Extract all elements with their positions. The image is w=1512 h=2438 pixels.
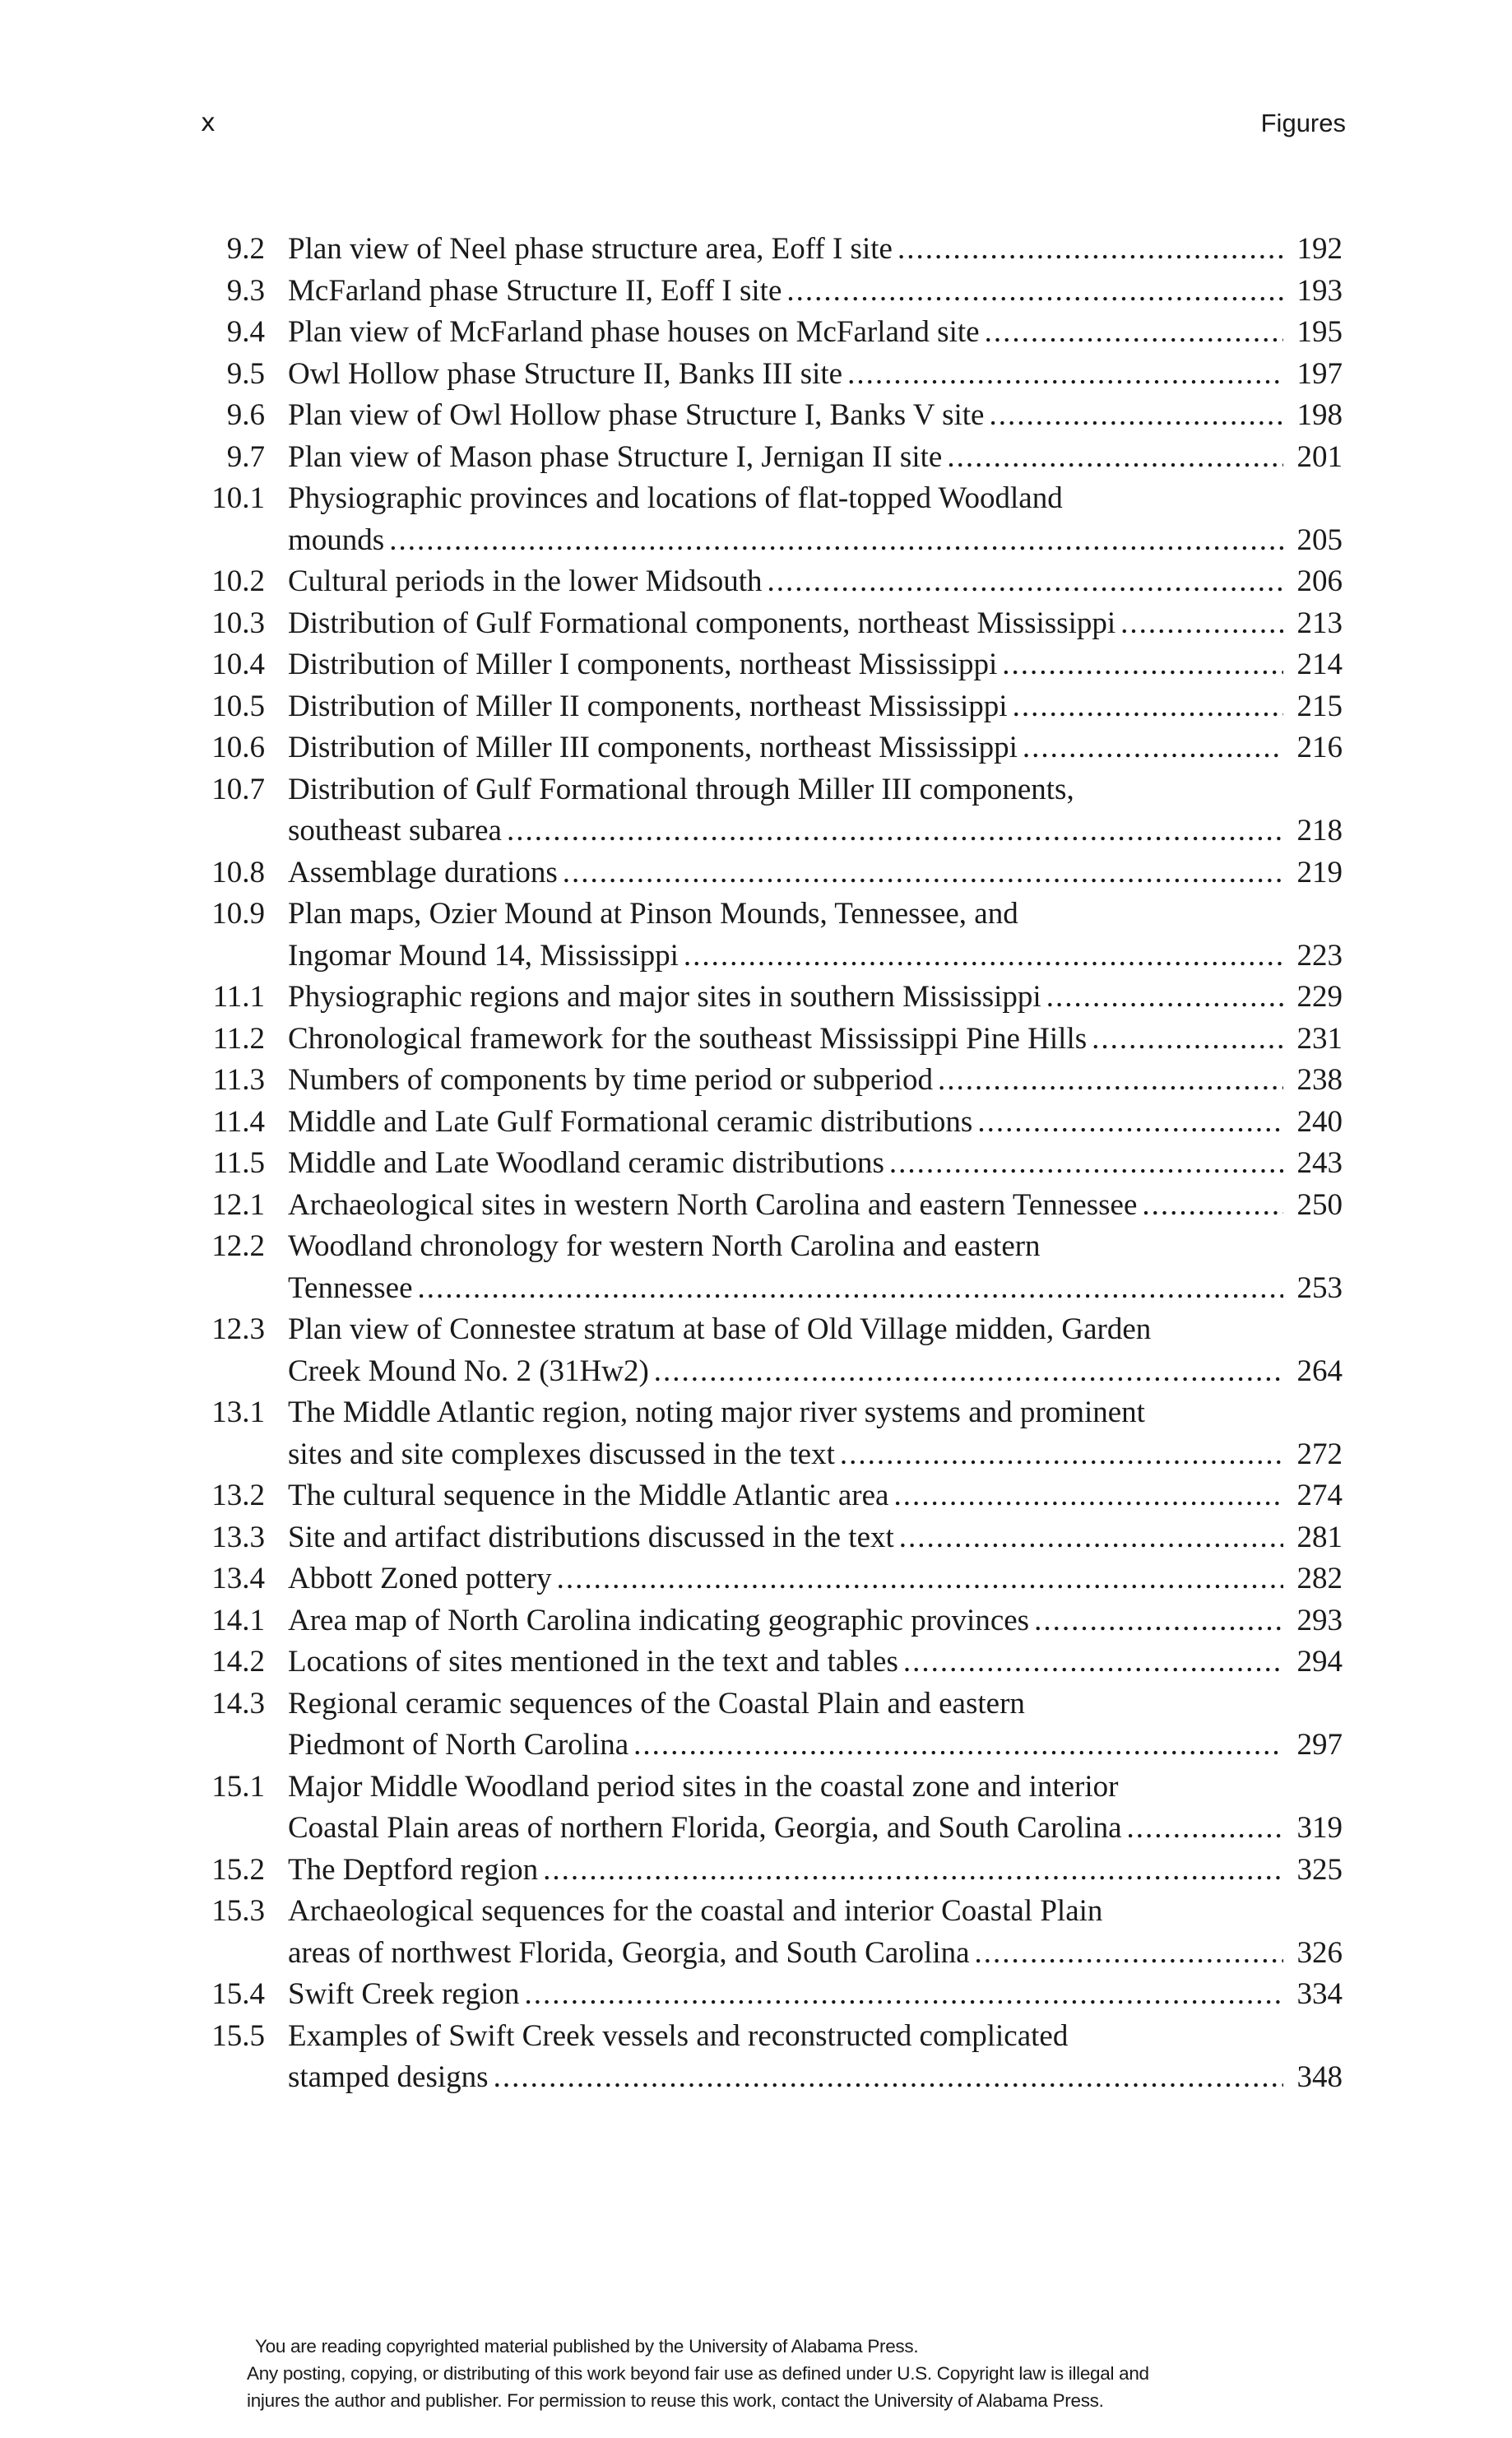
figure-entry [183, 1891, 1343, 1974]
dot-leader [985, 312, 1283, 354]
figure-entry [183, 1683, 1343, 1767]
dot-leader [684, 936, 1283, 978]
figure-title-line: Ingomar Mound 14, Mississippi [288, 938, 679, 973]
figure-number: 12.1 [211, 1187, 265, 1222]
figure-title-line: Plan view of Connestee stratum at base of Old Village midden, Garden [288, 1312, 1152, 1346]
figure-entry [183, 478, 1343, 561]
page-reference: 223 [1296, 938, 1343, 973]
figure-entry [183, 395, 1343, 437]
figure-number: 10.4 [211, 648, 265, 681]
figure-entry [183, 1185, 1343, 1227]
page-reference: 201 [1296, 439, 1343, 474]
dot-leader [389, 520, 1283, 562]
figure-title-line: Distribution of Gulf Formational through Miller III components, [288, 772, 1074, 806]
figure-title-line: Assemblage durations [288, 855, 558, 889]
dot-leader [557, 1558, 1283, 1600]
figure-title-line: Woodland chronology for western North Carolina and eastern [288, 1229, 1041, 1263]
figure-entry [183, 2016, 1343, 2099]
figure-number: 15.5 [211, 2018, 265, 2053]
figure-entry [183, 229, 1343, 271]
page-reference: 325 [1296, 1852, 1343, 1887]
figure-number: 10.1 [211, 481, 265, 515]
figure-number: 11.2 [212, 1021, 265, 1056]
dot-leader [840, 1434, 1283, 1476]
figure-entry [183, 1392, 1343, 1475]
figure-title-line: Plan maps, Ozier Mound at Pinson Mounds, Tennessee, and [288, 897, 1018, 931]
figure-entry [183, 1102, 1343, 1144]
figure-number: 15.3 [211, 1894, 265, 1928]
figure-number: 14.2 [211, 1645, 265, 1679]
figure-number: 12.3 [211, 1312, 265, 1346]
figure-entry [183, 271, 1343, 313]
copyright-line: injures the author and publisher. For permission to reuse this work, contact the University of Alabama Press. [247, 2390, 1104, 2411]
figure-number: 15.1 [211, 1769, 265, 1804]
figure-title-line: Physiographic regions and major sites in southern Mississippi [288, 980, 1041, 1014]
page-reference: 294 [1296, 1645, 1343, 1679]
figure-title-line: Distribution of Miller II components, northeast Mississippi [288, 689, 1008, 723]
dot-leader [893, 1475, 1283, 1517]
dot-leader [507, 810, 1283, 852]
figure-entry [183, 1060, 1343, 1102]
page-reference: 250 [1296, 1187, 1343, 1222]
figure-entry [183, 354, 1343, 396]
figure-entry [183, 894, 1343, 977]
figure-number: 11.4 [212, 1104, 265, 1139]
page-reference: 214 [1296, 648, 1343, 681]
figure-number: 9.2 [226, 232, 265, 266]
figure-number: 13.1 [211, 1395, 265, 1429]
figure-number: 11.1 [212, 980, 265, 1014]
figure-number: 9.4 [226, 315, 265, 349]
page-reference: 240 [1296, 1104, 1343, 1139]
dot-leader [768, 561, 1283, 603]
figure-entry [183, 1143, 1343, 1185]
page-reference: 282 [1296, 1562, 1343, 1595]
dot-leader [563, 852, 1283, 894]
figure-number: 9.3 [226, 273, 265, 308]
page-reference: 197 [1296, 356, 1343, 391]
dot-leader [977, 1102, 1283, 1144]
page-reference: 319 [1296, 1811, 1343, 1845]
figure-number: 13.3 [211, 1520, 265, 1554]
page-reference: 297 [1296, 1728, 1343, 1762]
figure-entry [183, 603, 1343, 645]
figure-entry [183, 769, 1343, 852]
dot-leader [889, 1143, 1283, 1185]
figure-title-line: areas of northwest Florida, Georgia, and South Carolina [288, 1935, 970, 1970]
figure-number: 10.7 [211, 772, 265, 806]
figure-title-line: Plan view of McFarland phase houses on McFarland site [288, 315, 980, 349]
figure-list [183, 229, 1343, 2099]
figure-title-line: The cultural sequence in the Middle Atlantic area [288, 1479, 889, 1512]
figure-number: 10.2 [211, 564, 265, 598]
figure-title-line: Coastal Plain areas of northern Florida, Georgia, and South Carolina [288, 1811, 1122, 1845]
figure-entry [183, 1767, 1343, 1850]
copyright-line: You are reading copyrighted material published by the University of Alabama Press. [255, 2336, 919, 2357]
figure-entry [183, 852, 1343, 894]
figure-title-line: Archaeological sequences for the coastal and interior Coastal Plain [288, 1894, 1103, 1928]
figure-number: 11.5 [212, 1146, 265, 1180]
figure-title-line: Distribution of Miller I components, northeast Mississippi [288, 648, 998, 681]
dot-leader [903, 1642, 1283, 1683]
page-reference: 216 [1296, 731, 1343, 764]
figure-number: 15.4 [211, 1977, 265, 2011]
figure-title-line: Swift Creek region [288, 1977, 520, 2011]
dot-leader [947, 437, 1283, 479]
page-reference: 293 [1296, 1603, 1343, 1637]
page-reference: 253 [1296, 1270, 1343, 1305]
figure-title-line: Distribution of Gulf Formational components, northeast Mississippi [288, 606, 1116, 640]
figure-entry [183, 1019, 1343, 1061]
dot-leader [938, 1060, 1283, 1102]
page-reference: 218 [1296, 814, 1343, 847]
page-reference: 264 [1296, 1354, 1343, 1388]
dot-leader [418, 1268, 1283, 1310]
dot-leader [1046, 977, 1283, 1019]
figure-entry [183, 1475, 1343, 1517]
figure-number: 9.6 [226, 398, 265, 432]
figure-title-line: The Middle Atlantic region, noting major river systems and prominent [288, 1395, 1145, 1429]
dot-leader [543, 1850, 1283, 1892]
dot-leader [899, 1517, 1283, 1559]
page-reference: 272 [1296, 1437, 1343, 1471]
figure-entry [183, 1974, 1343, 2016]
dot-leader [1092, 1019, 1283, 1061]
dot-leader [1127, 1808, 1283, 1850]
figure-title-line: sites and site complexes discussed in the text [288, 1437, 835, 1471]
dot-leader [1142, 1185, 1283, 1227]
figure-number: 12.2 [211, 1229, 265, 1263]
copyright-notice [247, 2333, 1382, 2414]
page-reference: 274 [1296, 1479, 1343, 1512]
page-reference: 219 [1296, 855, 1343, 889]
figure-number: 13.2 [211, 1479, 265, 1512]
figure-title-line: Plan view of Neel phase structure area, Eoff I site [288, 232, 893, 266]
page-reference: 192 [1296, 232, 1343, 266]
figure-title-line: McFarland phase Structure II, Eoff I site [288, 273, 782, 308]
dot-leader [654, 1351, 1283, 1393]
figure-number: 9.5 [226, 356, 265, 391]
figure-entry [183, 1558, 1343, 1600]
figure-title-line: Major Middle Woodland period sites in the coastal zone and interior [288, 1769, 1119, 1804]
figure-title-line: Plan view of Owl Hollow phase Structure I, Banks V site [288, 398, 985, 432]
page-reference: 326 [1296, 1935, 1343, 1970]
dot-leader [847, 354, 1283, 396]
figure-entry [183, 312, 1343, 354]
dot-leader [1120, 603, 1283, 645]
dot-leader [1013, 686, 1283, 728]
figure-entry [183, 727, 1343, 769]
dot-leader [525, 1974, 1283, 2016]
figure-entry [183, 686, 1343, 728]
figure-entry [183, 1642, 1343, 1683]
figure-number: 14.1 [211, 1603, 265, 1637]
figure-title-line: Physiographic provinces and locations of flat-topped Woodland [288, 481, 1063, 515]
figure-entry [183, 644, 1343, 686]
figure-title-line: Piedmont of North Carolina [288, 1728, 629, 1762]
dot-leader [897, 229, 1283, 271]
figure-number: 15.2 [211, 1852, 265, 1887]
page-reference: 229 [1296, 980, 1343, 1014]
figure-title-line: Site and artifact distributions discussed in the text [288, 1520, 894, 1554]
figure-title-line: southeast subarea [288, 814, 502, 847]
figure-title-line: Tennessee [288, 1270, 413, 1305]
page-reference: 215 [1296, 689, 1343, 723]
figure-number: 10.8 [211, 855, 265, 889]
figure-entry [183, 1226, 1343, 1309]
figure-title-line: Area map of North Carolina indicating geographic provinces [288, 1603, 1030, 1637]
figure-title-line: Chronological framework for the southeast Mississippi Pine Hills [288, 1021, 1088, 1056]
figure-title-line: Regional ceramic sequences of the Coastal Plain and eastern [288, 1686, 1025, 1721]
figure-title-line: Middle and Late Woodland ceramic distributions [288, 1146, 884, 1180]
figure-title-line: Creek Mound No. 2 (31Hw2) [288, 1354, 649, 1388]
figure-entry [183, 1517, 1343, 1559]
figure-title-line: Middle and Late Gulf Formational ceramic distributions [288, 1104, 973, 1139]
figure-title-line: Plan view of Mason phase Structure I, Jernigan II site [288, 439, 943, 474]
dot-leader [1023, 727, 1283, 769]
page-reference: 281 [1296, 1520, 1343, 1554]
figure-entry [183, 1600, 1343, 1642]
page-reference: 205 [1296, 522, 1343, 557]
dot-leader [494, 2057, 1283, 2099]
page-reference: 193 [1296, 273, 1343, 308]
page-reference: 206 [1296, 564, 1343, 598]
page-number: x [201, 109, 216, 137]
figure-number: 10.9 [211, 897, 265, 931]
page-reference: 334 [1296, 1977, 1343, 2011]
page-reference: 195 [1296, 315, 1343, 349]
figure-title-line: stamped designs [288, 2060, 489, 2094]
dot-leader [1034, 1600, 1283, 1642]
dot-leader [989, 395, 1283, 437]
page-reference: 213 [1296, 606, 1343, 640]
figure-title-line: The Deptford region [288, 1852, 539, 1887]
dot-leader [786, 271, 1283, 313]
page-reference: 243 [1296, 1146, 1343, 1180]
figure-number: 10.6 [211, 731, 265, 764]
page-reference: 238 [1296, 1063, 1343, 1097]
figure-title-line: Archaeological sites in western North Carolina and eastern Tennessee [288, 1187, 1138, 1222]
figure-entry [183, 1309, 1343, 1392]
figure-title-line: Cultural periods in the lower Midsouth [288, 564, 763, 598]
figure-title-line: Locations of sites mentioned in the text and tables [288, 1645, 898, 1679]
dot-leader [975, 1933, 1283, 1975]
running-head: Figures [1260, 109, 1346, 137]
page-reference: 348 [1296, 2060, 1343, 2094]
figure-number: 10.3 [211, 606, 265, 640]
figure-number: 14.3 [211, 1686, 265, 1721]
page-reference: 231 [1296, 1021, 1343, 1056]
dot-leader [1002, 644, 1283, 686]
figure-entry [183, 561, 1343, 603]
figure-title-line: Distribution of Miller III components, northeast Mississippi [288, 731, 1018, 764]
figure-title-line: Numbers of components by time period or subperiod [288, 1063, 934, 1097]
figure-title-line: Owl Hollow phase Structure II, Banks III site [288, 356, 843, 391]
figure-title-line: Abbott Zoned pottery [288, 1562, 552, 1595]
figure-number: 9.7 [226, 439, 265, 474]
figure-title-line: mounds [288, 522, 385, 557]
figure-entry [183, 1850, 1343, 1892]
figure-number: 10.5 [211, 689, 265, 723]
figure-entry [183, 437, 1343, 479]
figure-number: 13.4 [211, 1562, 265, 1595]
figure-entry [183, 977, 1343, 1019]
dot-leader [633, 1725, 1283, 1767]
copyright-line: Any posting, copying, or distributing of this work beyond fair use as defined under U.S. Copyright law is illegal and [247, 2363, 1149, 2384]
page-reference: 198 [1296, 398, 1343, 432]
figure-title-line: Examples of Swift Creek vessels and reconstructed complicated [288, 2018, 1069, 2053]
figure-number: 11.3 [212, 1063, 265, 1097]
